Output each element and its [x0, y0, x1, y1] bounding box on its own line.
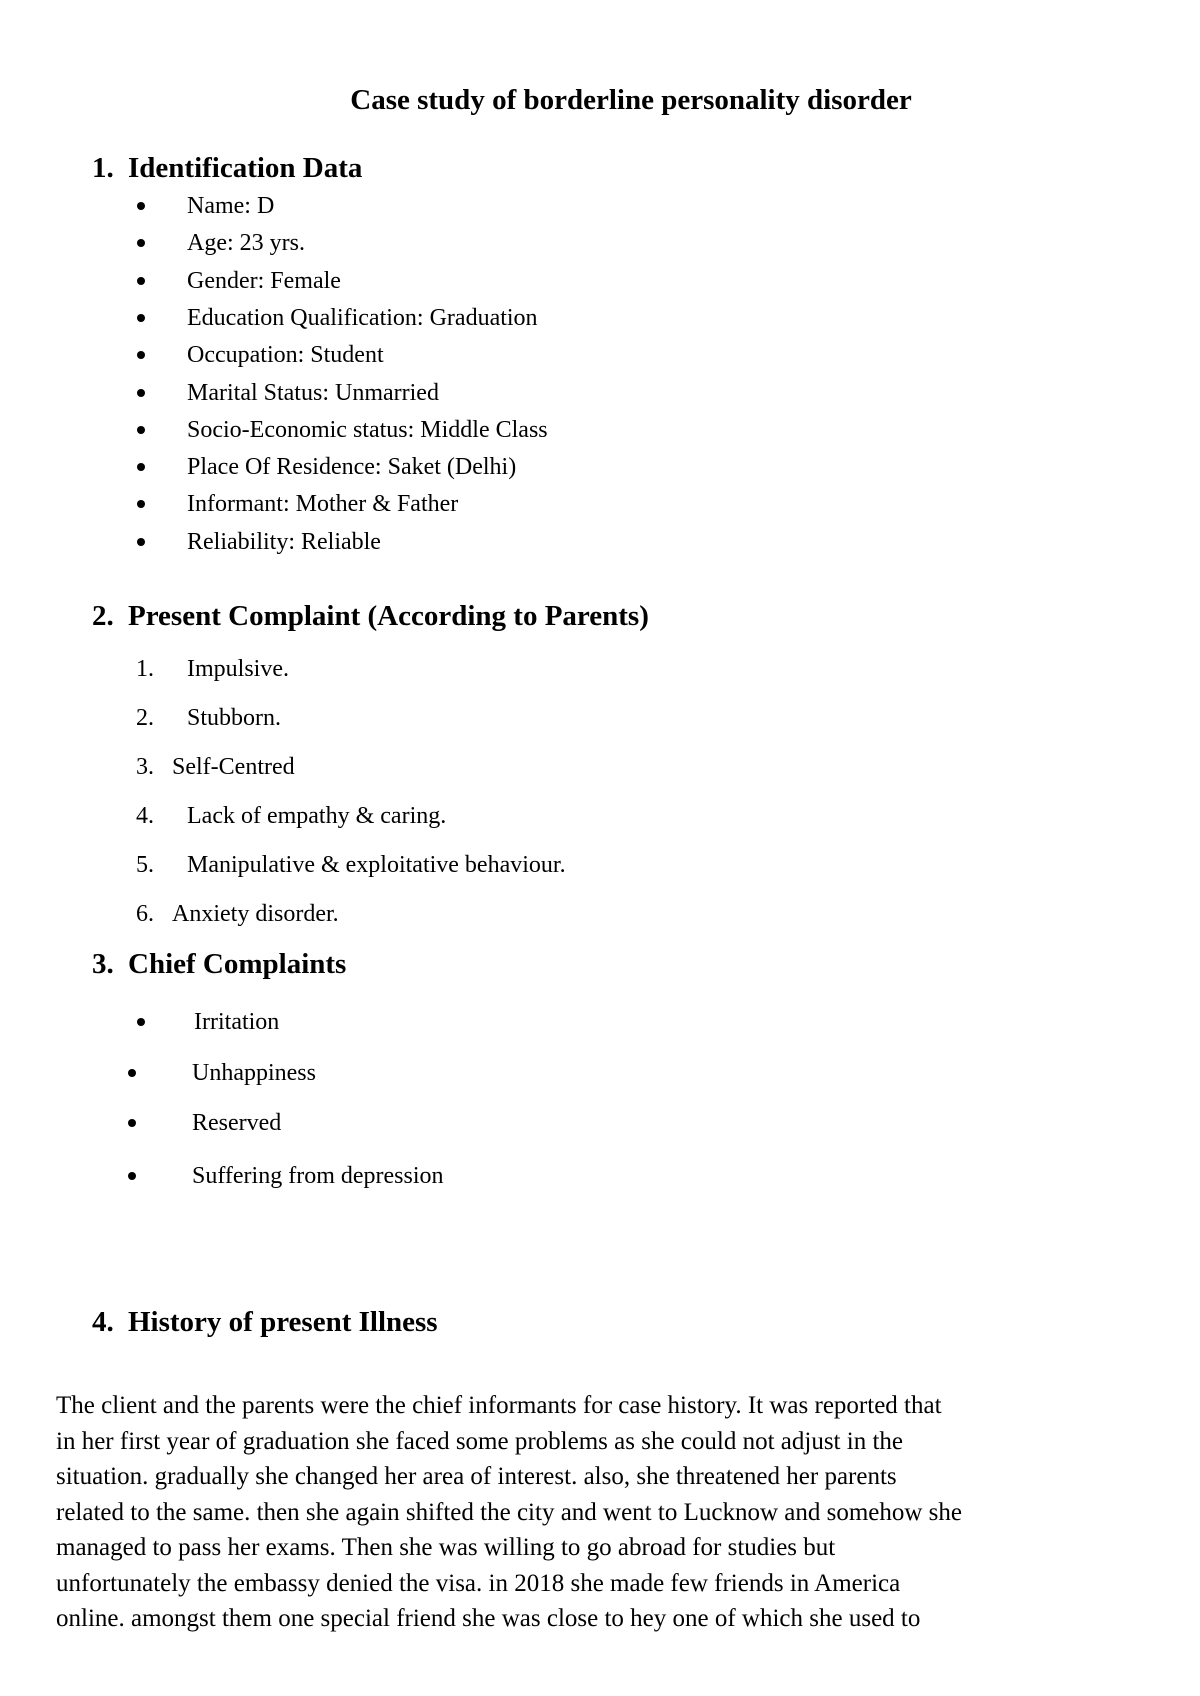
paragraph-line: unfortunately the embassy denied the visa. in 2018 she made few friends in America — [56, 1569, 901, 1597]
list-item: Education Qualification: Graduation — [187, 305, 538, 331]
list-item: Reserved — [192, 1110, 282, 1136]
list-item: Marital Status: Unmarried — [187, 380, 439, 406]
list-item: Stubborn. — [187, 705, 282, 731]
bullet-icon — [137, 202, 145, 210]
list-number: 3. — [136, 754, 154, 780]
section-number: 4. — [92, 1306, 114, 1338]
list-item: Self-Centred — [172, 754, 295, 780]
paragraph-line: The client and the parents were the chief informants for case history. It was reported that — [56, 1392, 942, 1419]
history-paragraph — [56, 1388, 1156, 1637]
list-item: Gender: Female — [187, 268, 341, 294]
bullet-icon — [128, 1069, 136, 1077]
paragraph-line: managed to pass her exams. Then she was willing to go abroad for studies but — [56, 1534, 836, 1561]
bullet-icon — [137, 277, 145, 285]
list-item: Socio-Economic status: Middle Class — [187, 417, 548, 443]
list-item: Lack of empathy & caring. — [187, 803, 447, 829]
bullet-icon — [137, 351, 145, 359]
section-title: Present Complaint (According to Parents) — [128, 600, 649, 632]
bullet-icon — [128, 1119, 136, 1127]
list-item: Place Of Residence: Saket (Delhi) — [187, 454, 517, 480]
section-heading-identification — [92, 150, 362, 186]
bullet-icon — [137, 538, 145, 546]
section-title: Chief Complaints — [128, 948, 347, 980]
list-number: 5. — [136, 852, 154, 878]
bullet-icon — [137, 426, 145, 434]
list-item: Manipulative & exploitative behaviour. — [187, 852, 566, 878]
list-item: Irritation — [194, 1009, 280, 1035]
bullet-icon — [137, 463, 145, 471]
bullet-icon — [137, 314, 145, 322]
section-heading-chief-complaints — [92, 946, 346, 982]
section-number: 2. — [92, 600, 114, 632]
section-title: Identification Data — [128, 152, 363, 184]
section-heading-history — [92, 1304, 438, 1340]
bullet-icon — [137, 500, 145, 508]
list-number: 4. — [136, 803, 154, 829]
bullet-icon — [137, 239, 145, 247]
bullet-icon — [137, 389, 145, 397]
paragraph-line: online. amongst them one special friend she was close to hey one of which she used to — [56, 1605, 921, 1632]
section-heading-present-complaint — [92, 598, 649, 634]
paragraph-line: situation. gradually she changed her area of interest. also, she threatened her parents — [56, 1463, 897, 1490]
paragraph-line: related to the same. then she again shifted the city and went to Lucknow and somehow she — [56, 1498, 962, 1526]
bullet-icon — [137, 1018, 145, 1026]
section-number: 3. — [92, 948, 114, 980]
list-number: 6. — [136, 901, 154, 927]
section-number: 1. — [92, 152, 114, 184]
list-item: Age: 23 yrs. — [187, 230, 305, 256]
section-title: History of present Illness — [128, 1306, 438, 1338]
bullet-icon — [128, 1172, 136, 1180]
list-item: Suffering from depression — [192, 1163, 444, 1189]
paragraph-line: in her first year of graduation she faced some problems as she could not adjust in the — [56, 1427, 903, 1455]
list-item: Unhappiness — [192, 1060, 316, 1086]
list-item: Occupation: Student — [187, 342, 384, 368]
document-title: Case study of borderline personality disorder — [350, 84, 912, 116]
list-item: Name: D — [187, 193, 275, 219]
list-item: Reliability: Reliable — [187, 529, 381, 555]
list-number: 1. — [136, 656, 154, 682]
list-item: Informant: Mother & Father — [187, 491, 459, 517]
list-item: Impulsive. — [187, 656, 289, 682]
list-number: 2. — [136, 705, 154, 731]
list-item: Anxiety disorder. — [172, 901, 339, 927]
